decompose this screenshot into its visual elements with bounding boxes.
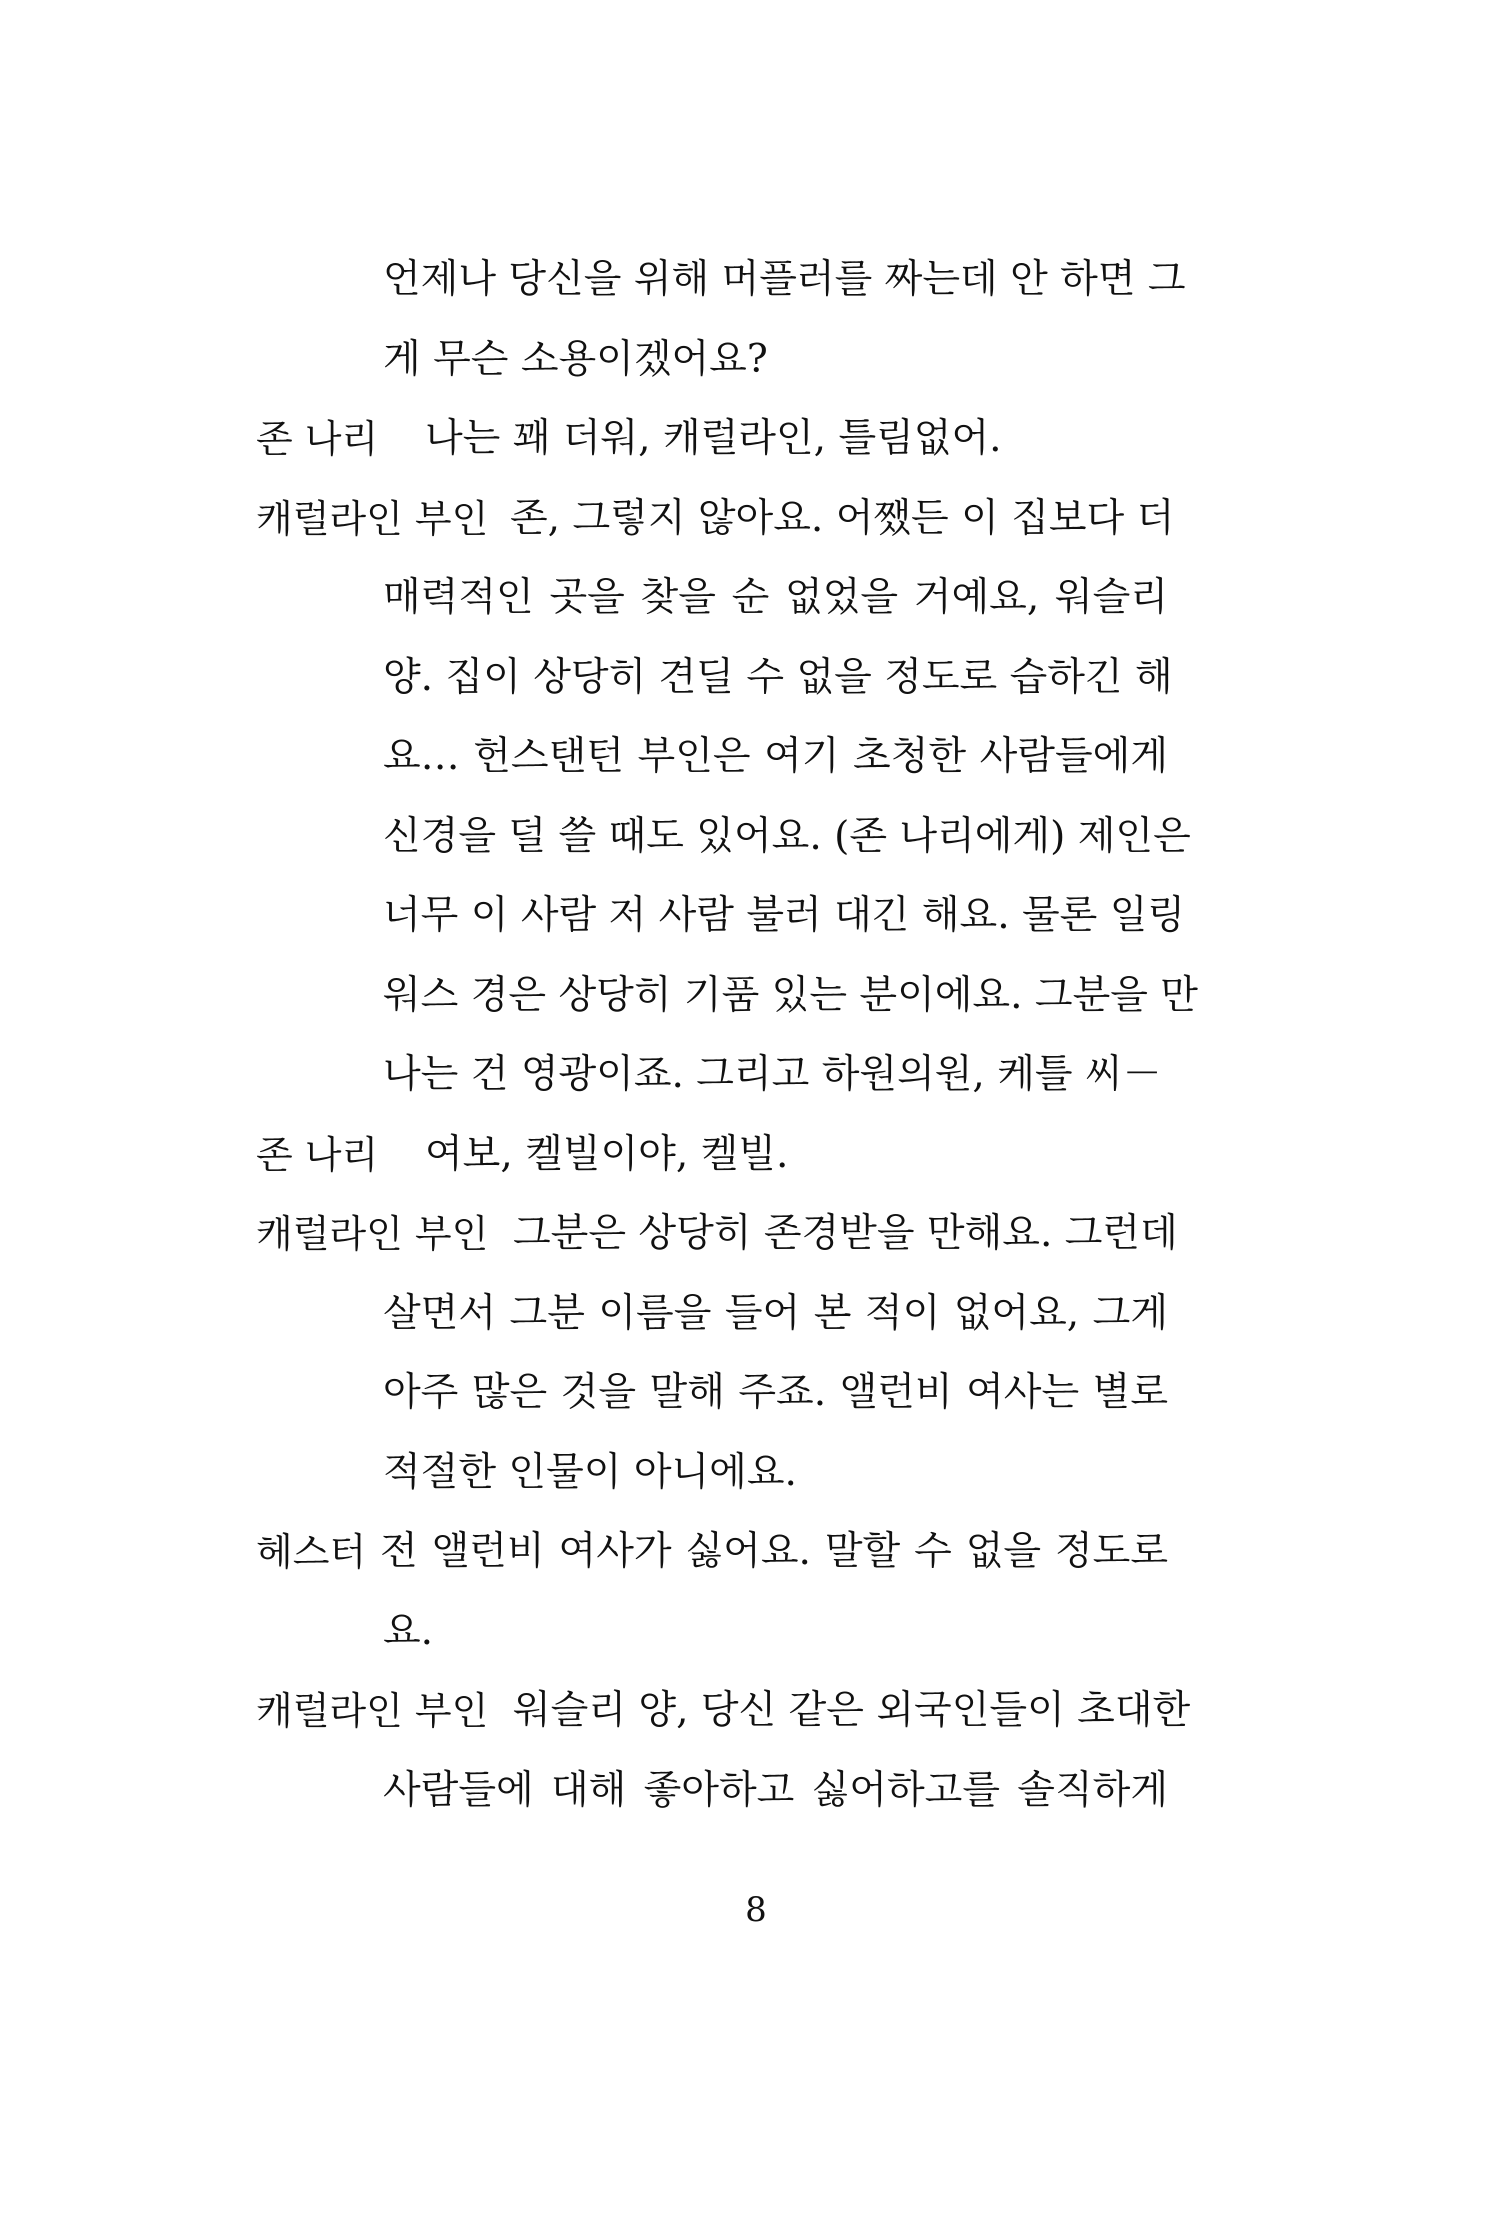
dialogue-line: [0, 1035, 1512, 1115]
dialogue-text: 적절한 인물이 아니에요.: [383, 1450, 797, 1495]
dialogue-text: 전 앨런비 여사가 싫어요. 말할 수 없을 정도로: [380, 1529, 1168, 1574]
dialogue-text: 사람들에 대해 좋아하고 싫어하고를 솔직하게: [383, 1768, 1168, 1813]
page-number: 8: [745, 1890, 767, 1930]
dialogue-text: 그분은 상당히 존경받을 만해요. 그런데: [513, 1211, 1178, 1256]
dialogue-text: 매력적인 곳을 찾을 순 없었을 거예요, 워슬리: [383, 575, 1168, 620]
speaker-name: 캐럴라인 부인: [256, 1212, 489, 1256]
dialogue-text: 나는 건 영광이죠. 그리고 하원의원, 케틀 씨－: [383, 1052, 1162, 1097]
dialogue-line: [0, 479, 1512, 559]
dialogue-text: 나는 꽤 더워, 캐럴라인, 틀림없어.: [425, 416, 1002, 461]
dialogue-text: 언제나 당신을 위해 머플러를 짜는데 안 하면 그: [383, 257, 1186, 302]
dialogue-line: [0, 1353, 1512, 1433]
dialogue-line: [0, 717, 1512, 797]
dialogue-line: [0, 1274, 1512, 1354]
dialogue-line: [0, 638, 1512, 718]
dialogue-text: 요.: [383, 1609, 434, 1654]
dialogue-text: 살면서 그분 이름을 들어 본 적이 없어요, 그게: [383, 1291, 1168, 1336]
dialogue-text: 게 무슨 소용이겠어요?: [383, 337, 768, 382]
dialogue-text: 아주 많은 것을 말해 주죠. 앨런비 여사는 별로: [383, 1370, 1168, 1415]
speaker-name: 헤스터: [256, 1530, 367, 1574]
dialogue-line: [0, 1592, 1512, 1672]
dialogue-line: [0, 399, 1512, 479]
dialogue-text: 요… 헌스탠턴 부인은 여기 초청한 사람들에게: [383, 734, 1168, 779]
dialogue-line: [0, 876, 1512, 956]
dialogue-text: 너무 이 사람 저 사람 불러 대긴 해요. 물론 일링: [383, 893, 1186, 938]
speaker-name: 캐럴라인 부인: [256, 497, 489, 541]
dialogue-line: [0, 1751, 1512, 1831]
dialogue-text: 워스 경은 상당히 기품 있는 분이에요. 그분을 만: [383, 973, 1198, 1018]
dialogue-line: [0, 1512, 1512, 1592]
speaker-name: 캐럴라인 부인: [256, 1689, 489, 1733]
dialogue-text: 양. 집이 상당히 견딜 수 없을 정도로 습하긴 해: [383, 655, 1173, 700]
dialogue-text: 여보, 켈빌이야, 켈빌.: [425, 1132, 789, 1177]
dialogue-line: [0, 1194, 1512, 1274]
dialogue-line: [0, 320, 1512, 400]
speaker-name: 존 나리: [256, 1133, 379, 1177]
dialogue-text: 워슬리 양, 당신 같은 외국인들이 초대한: [513, 1688, 1191, 1733]
dialogue-line: [0, 240, 1512, 320]
dialogue-line: [0, 1671, 1512, 1751]
dialogue-text: 존, 그렇지 않아요. 어쨌든 이 집보다 더: [510, 496, 1175, 541]
dialogue-line: [0, 797, 1512, 877]
dialogue-line: [0, 1433, 1512, 1513]
dialogue-line: [0, 956, 1512, 1036]
speaker-name: 존 나리: [256, 417, 379, 461]
dialogue-line: [0, 1115, 1512, 1195]
dialogue-line: [0, 558, 1512, 638]
dialogue-text: 신경을 덜 쓸 때도 있어요. (존 나리에게) 제인은: [383, 814, 1191, 859]
